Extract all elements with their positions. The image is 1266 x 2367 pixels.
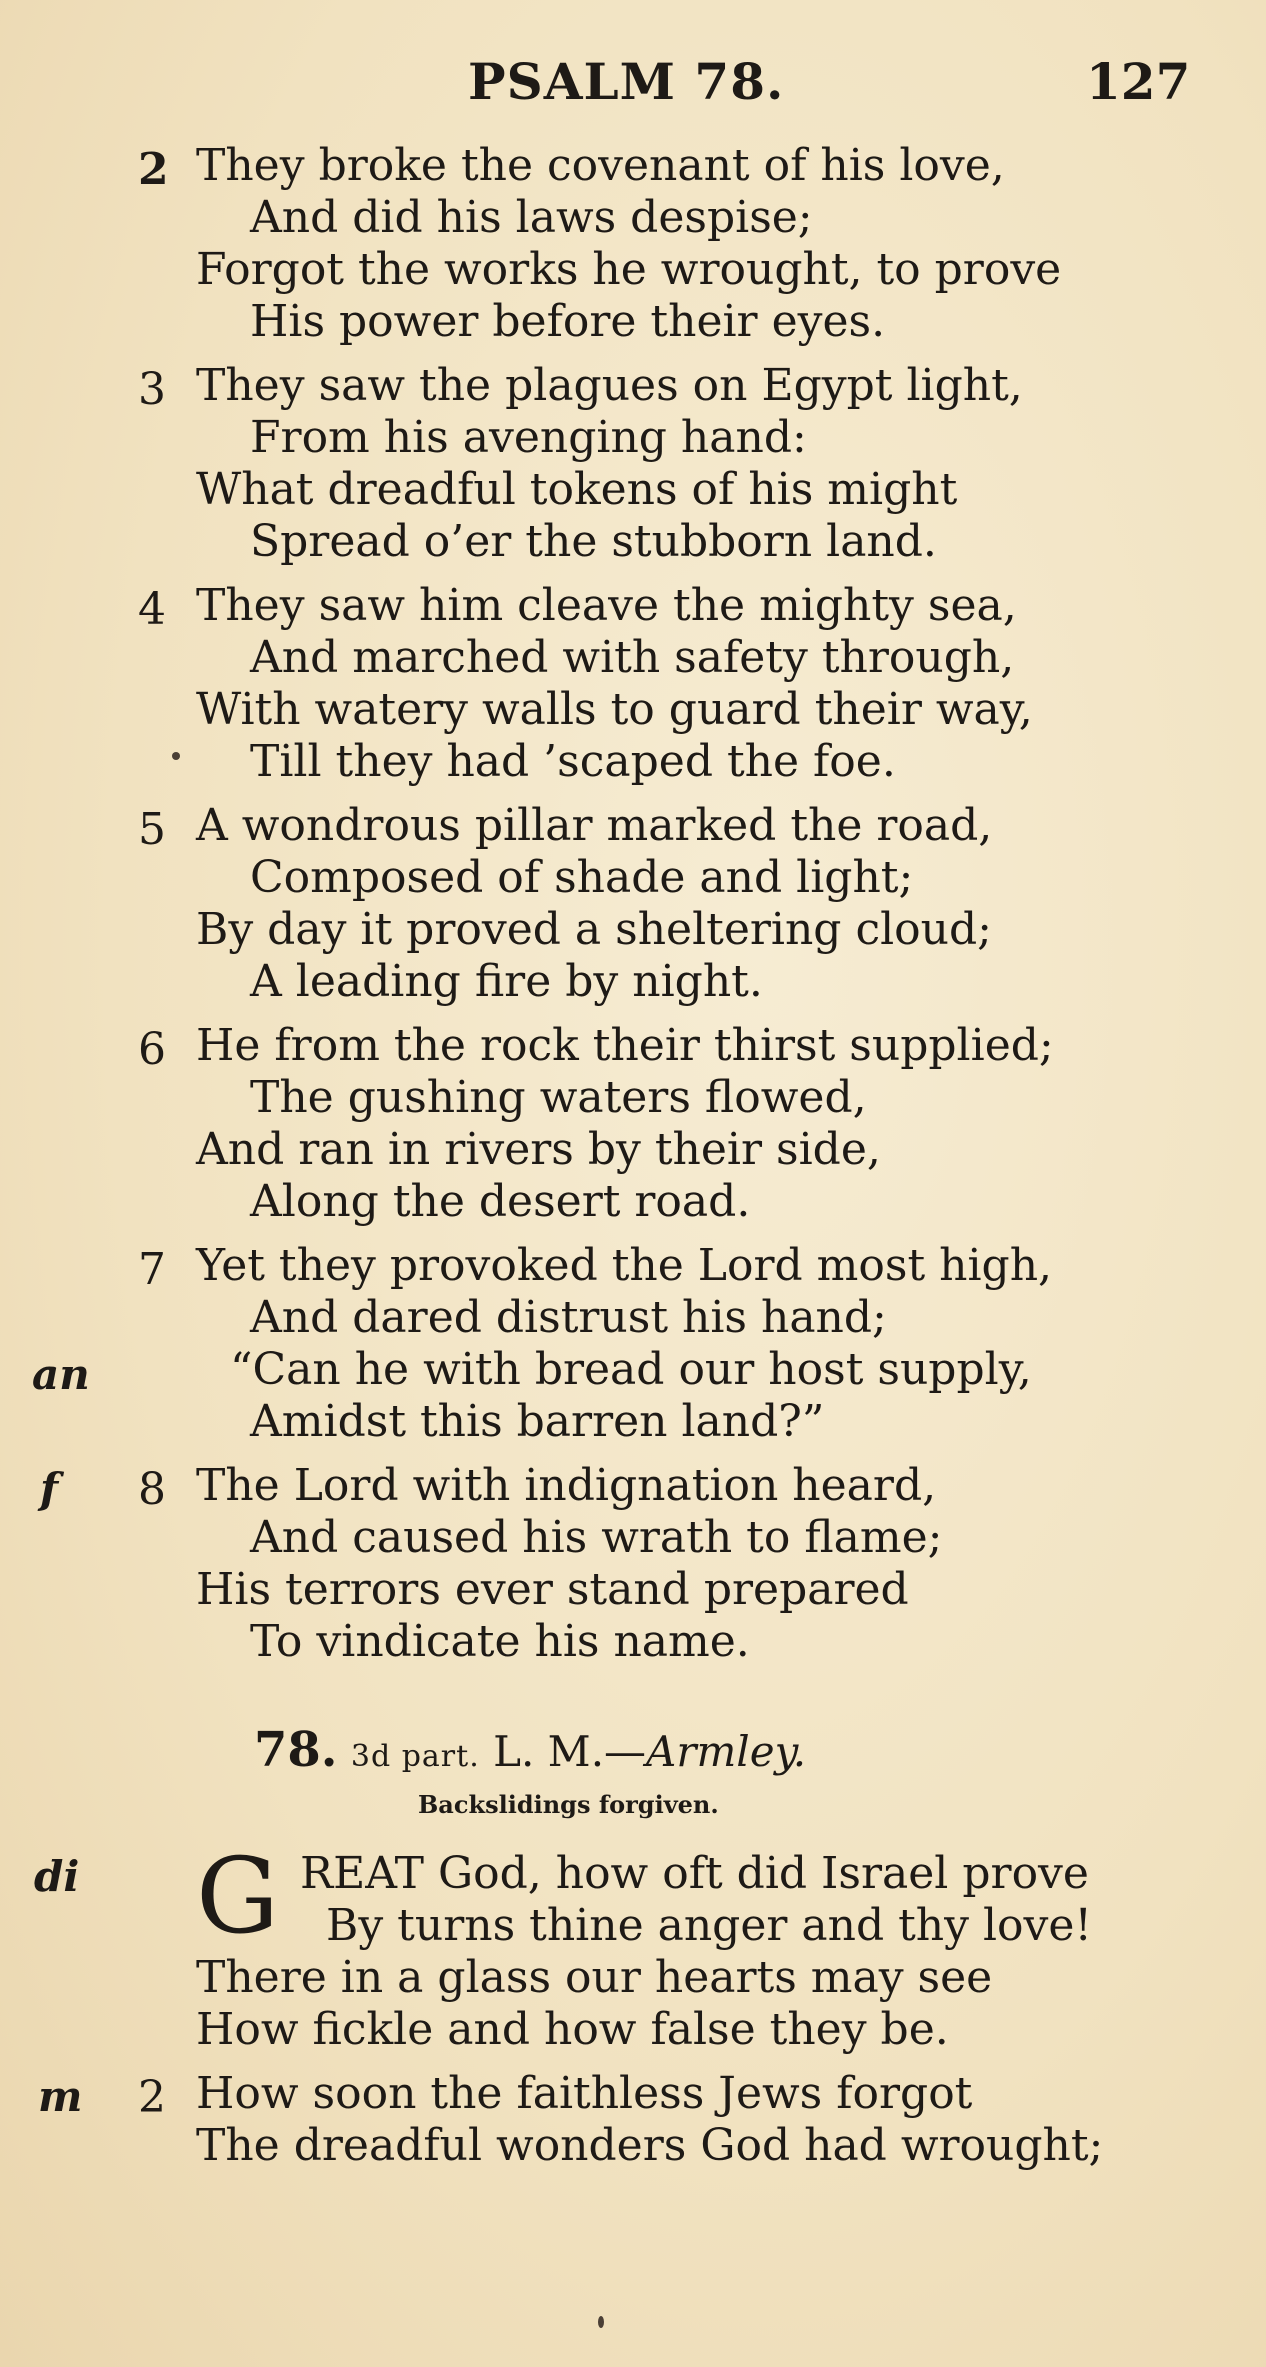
verse-number: 2 — [138, 144, 169, 195]
verse-number: 5 — [138, 804, 166, 855]
verse-line: Till they had ’scaped the foe. — [250, 736, 896, 787]
section-heading — [254, 1722, 806, 1778]
verse-line: And dared distrust his hand; — [250, 1292, 887, 1343]
section-subtitle: Backslidings forgiven. — [418, 1790, 719, 1819]
verse-line: They saw him cleave the mighty sea, — [196, 580, 1017, 631]
hymn-line: REAT God, how oft did Israel prove — [300, 1848, 1089, 1899]
verse-line: His terrors ever stand prepared — [196, 1564, 909, 1615]
verse-line: They saw the plagues on Egypt light, — [196, 360, 1023, 411]
verse-line: By day it proved a sheltering cloud; — [196, 904, 992, 955]
hymn-line: How soon the faithless Jews forgot — [196, 2068, 973, 2119]
drop-cap: G — [196, 1835, 280, 1957]
verse-line: With watery walls to guard their way, — [196, 684, 1033, 735]
margin-mark-di: di — [34, 1852, 80, 1901]
verse-line: Amidst this barren land?” — [250, 1396, 825, 1447]
verse-line: Spread o’er the stubborn land. — [250, 516, 937, 567]
verse-line: He from the rock their thirst supplied; — [196, 1020, 1054, 1071]
page-number: 127 — [1086, 52, 1191, 111]
verse-line: And caused his wrath to flame; — [250, 1512, 943, 1563]
verse-line: And did his laws despise; — [250, 192, 813, 243]
verse-line: From his avenging hand: — [250, 412, 807, 463]
section-meter: L. M.— — [493, 1727, 647, 1776]
verse-number: 2 — [138, 2072, 166, 2123]
verse-line: A leading fire by night. — [250, 956, 763, 1007]
verse-line: To vindicate his name. — [250, 1616, 750, 1667]
margin-mark-f: f — [40, 1464, 59, 1513]
ink-speck — [172, 752, 180, 760]
hymn-line: By turns thine anger and thy love! — [326, 1900, 1093, 1951]
verse-line: The gushing waters flowed, — [250, 1072, 867, 1123]
verse-line: The Lord with indignation heard, — [196, 1460, 937, 1511]
verse-number: 4 — [138, 584, 166, 635]
section-tune: Armley. — [646, 1727, 807, 1776]
verse-line: His power before their eyes. — [250, 296, 886, 347]
verse-number: 3 — [138, 364, 166, 415]
section-number: 78. — [254, 1722, 338, 1778]
verse-line: Forgot the works he wrought, to prove — [196, 244, 1062, 295]
margin-mark-m: m — [38, 2072, 83, 2121]
verse-number: 7 — [138, 1244, 166, 1295]
verse-line: And ran in rivers by their side, — [196, 1124, 881, 1175]
hymn-line: How fickle and how false they be. — [196, 2004, 949, 2055]
ink-speck — [598, 2316, 604, 2328]
verse-number: 6 — [138, 1024, 166, 1075]
verse-line: A wondrous pillar marked the road, — [196, 800, 993, 851]
verse-line: They broke the covenant of his love, — [196, 140, 1005, 191]
margin-mark-an: an — [32, 1350, 90, 1399]
running-header-title: PSALM 78. — [468, 52, 785, 111]
section-part: 3d part. — [350, 1739, 480, 1774]
verse-line: “Can he with bread our host supply, — [230, 1344, 1032, 1395]
hymn-line: There in a glass our hearts may see — [196, 1952, 993, 2003]
verse-line: And marched with safety through, — [250, 632, 1015, 683]
verse-line: Along the desert road. — [250, 1176, 751, 1227]
verse-line: What dreadful tokens of his might — [196, 464, 958, 515]
hymn-line: The dreadful wonders God had wrought; — [196, 2120, 1104, 2171]
verse-line: Yet they provoked the Lord most high, — [196, 1240, 1053, 1291]
verse-number: 8 — [138, 1464, 166, 1515]
verse-line: Composed of shade and light; — [250, 852, 914, 903]
